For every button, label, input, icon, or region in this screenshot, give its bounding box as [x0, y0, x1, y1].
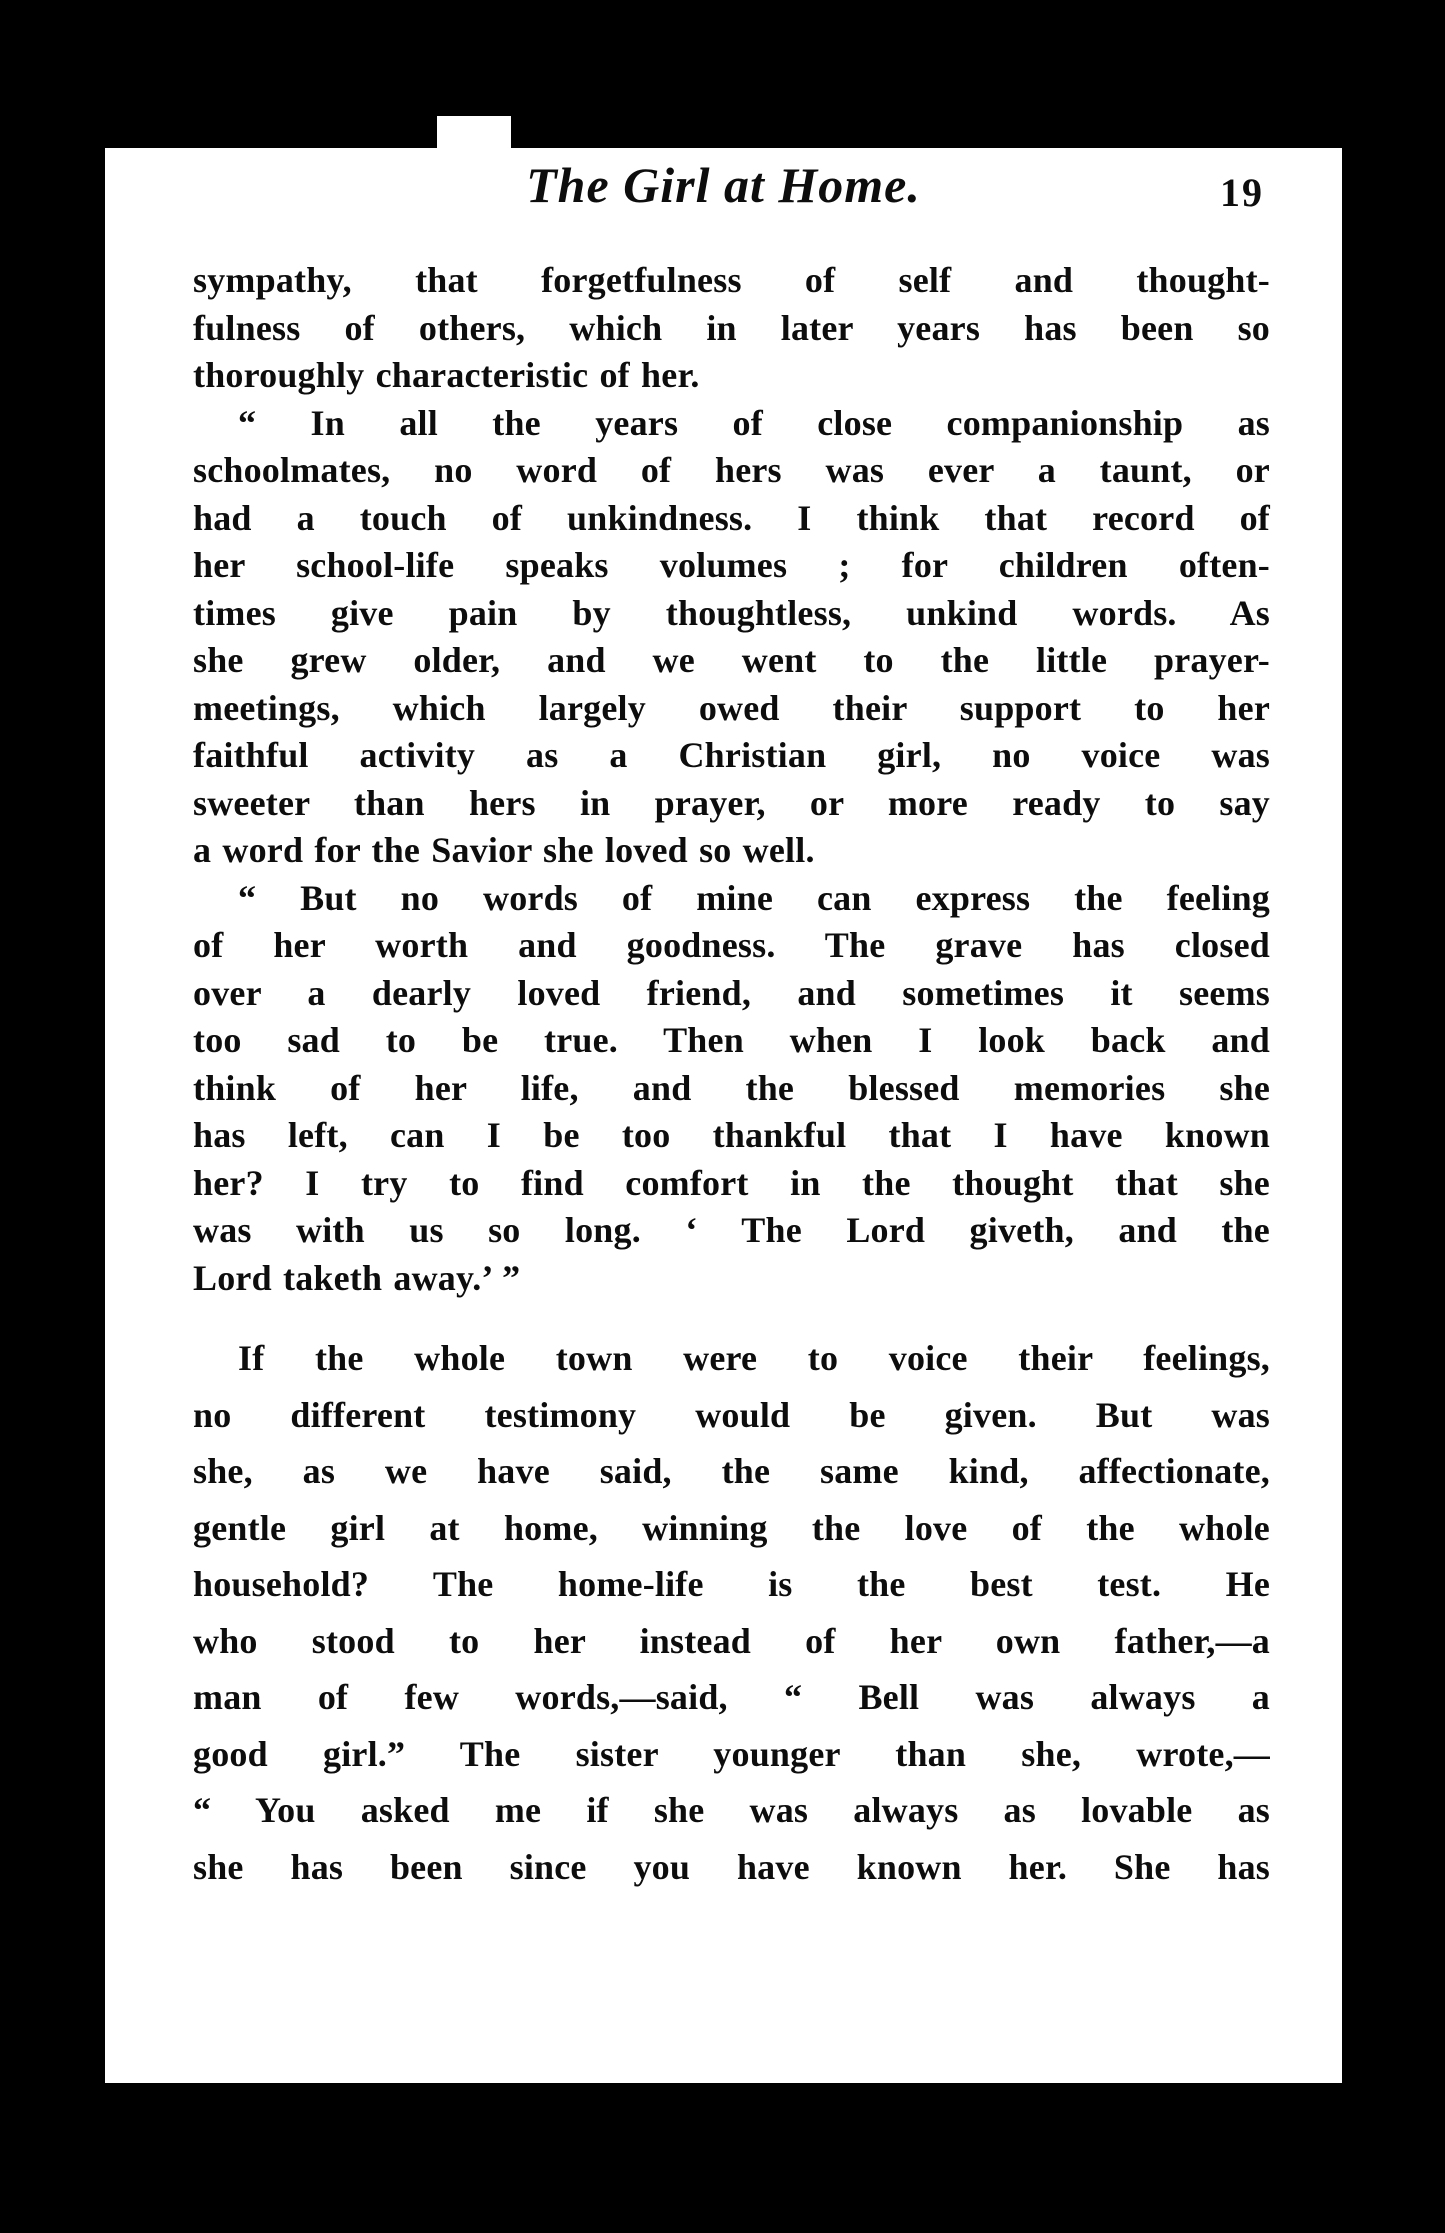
paragraph — [193, 1330, 1270, 1895]
running-header — [105, 148, 1342, 258]
text-line: has left, can I be too thankful that I have known — [193, 1115, 1270, 1155]
text-line: had a touch of unkindness. I think that record of — [193, 497, 1270, 538]
text-line: good girl.” The sister younger than she, wrote,— — [193, 1733, 1270, 1774]
running-title: The Girl at Home. — [526, 157, 921, 213]
text-line: faithful activity as a Christian girl, no voice was — [193, 735, 1270, 775]
text-line: too sad to be true. Then when I look back and — [193, 1020, 1270, 1060]
text-line: her school-life speaks volumes ; for children often- — [193, 545, 1270, 585]
text-line: no different testimony would be given. But was — [193, 1394, 1270, 1435]
page-corner-notch — [437, 116, 511, 152]
paragraph — [193, 875, 1270, 1303]
text-line: she has been since you have known her. She has — [193, 1846, 1270, 1887]
body-text — [193, 257, 1270, 1895]
text-line: her? I try to find comfort in the thought that she — [193, 1162, 1270, 1203]
text-line: fulness of others, which in later years has been so — [193, 307, 1270, 348]
text-line: man of few words,—said, “ Bell was always a — [193, 1677, 1270, 1717]
text-line: If the whole town were to voice their feelings, — [238, 1338, 1270, 1378]
text-line: think of her life, and the blessed memories she — [193, 1067, 1270, 1108]
page-number: 19 — [1220, 170, 1264, 215]
text-line: “ You asked me if she was always as lovable as — [193, 1790, 1270, 1830]
text-line: thoroughly characteristic of her. — [193, 355, 700, 395]
text-line: gentle girl at home, winning the love of the whole — [193, 1507, 1270, 1548]
text-line: of her worth and goodness. The grave has closed — [193, 925, 1270, 965]
text-line: household? The home-life is the best test. He — [193, 1564, 1270, 1604]
text-line: Lord taketh away.’ ” — [193, 1257, 521, 1298]
text-line: “ But no words of mine can express the feeling — [238, 877, 1270, 918]
book-page — [105, 148, 1342, 2083]
text-line: “ In all the years of close companionship as — [238, 402, 1270, 443]
text-line: she, as we have said, the same kind, affectionate, — [193, 1451, 1270, 1491]
text-line: schoolmates, no word of hers was ever a taunt, or — [193, 450, 1270, 490]
text-line: times give pain by thoughtless, unkind words. As — [193, 592, 1270, 633]
text-line: sweeter than hers in prayer, or more ready to say — [193, 782, 1270, 823]
text-line: she grew older, and we went to the little prayer- — [193, 640, 1270, 680]
paragraph — [193, 400, 1270, 875]
paragraph — [193, 257, 1270, 400]
text-line: meetings, which largely owed their support to her — [193, 687, 1270, 728]
text-line: sympathy, that forgetfulness of self and thought- — [193, 260, 1270, 300]
text-line: over a dearly loved friend, and sometimes it seems — [193, 972, 1270, 1013]
text-line: a word for the Savior she loved so well. — [193, 830, 815, 870]
text-line: was with us so long. ‘ The Lord giveth, and the — [193, 1210, 1270, 1250]
text-line: who stood to her instead of her own father,—a — [193, 1620, 1270, 1661]
